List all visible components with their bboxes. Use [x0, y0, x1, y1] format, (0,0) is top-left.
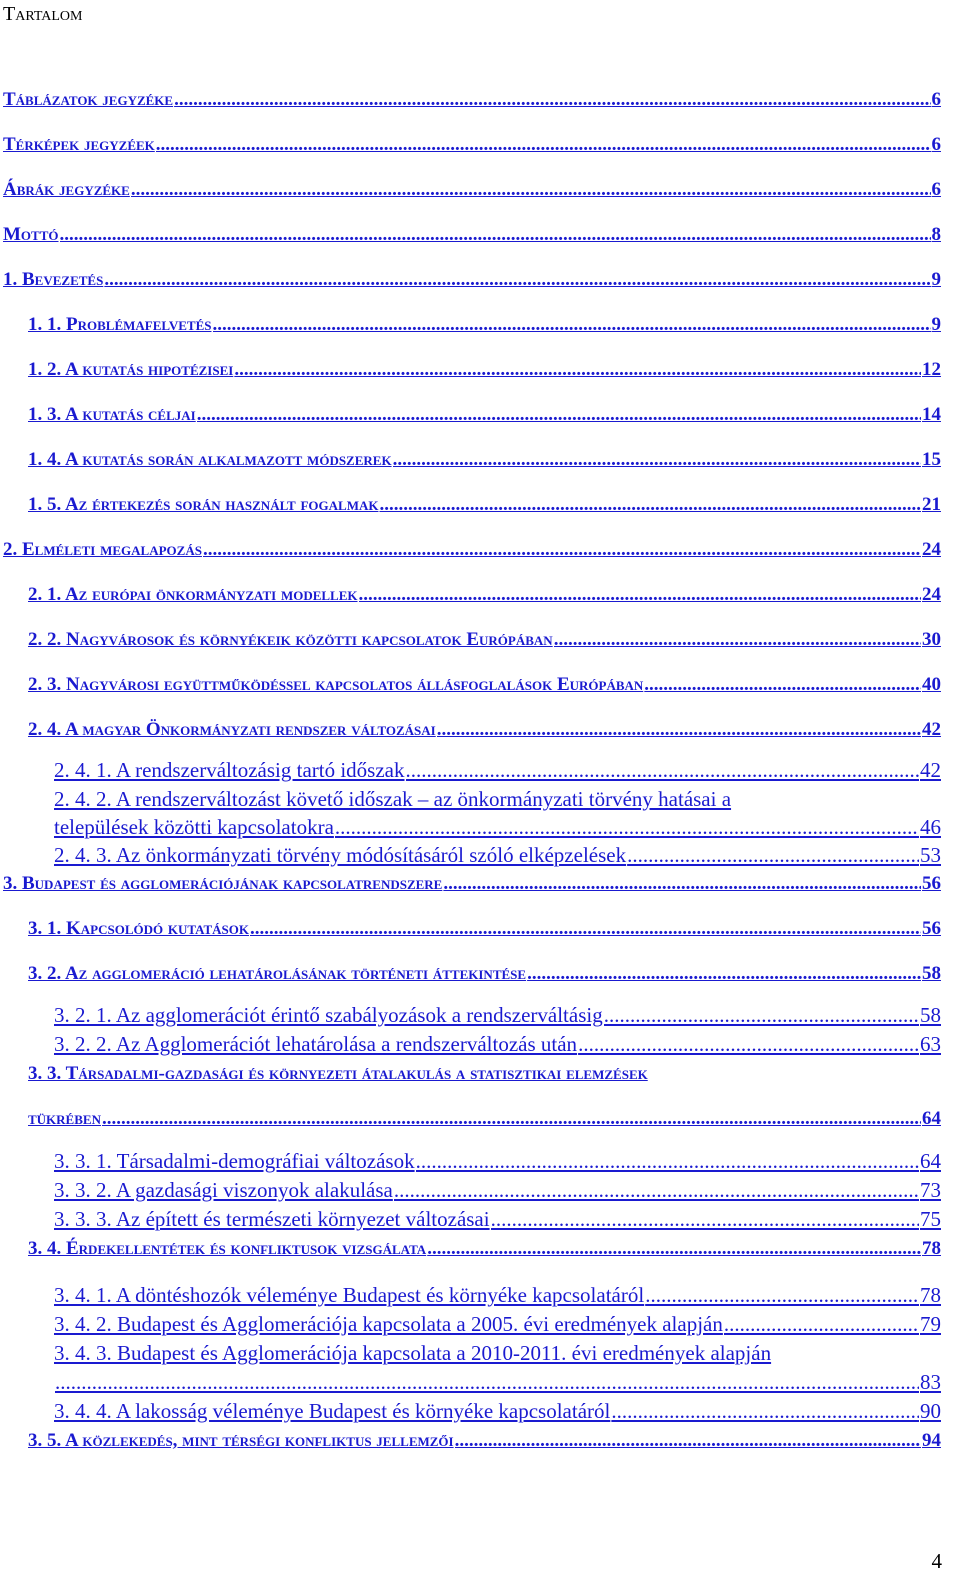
toc-entry-title: 3. 1. Kapcsolódó kutatások — [28, 918, 250, 939]
toc-entry-page: 30 — [922, 629, 941, 650]
toc-leader — [102, 1108, 921, 1130]
toc-entry-title: Térképek jegyzéek — [3, 134, 155, 155]
toc-entry-title: 2. 3. Nagyvárosi együttműködéssel kapcsolatos állásfoglalások Európában — [28, 674, 644, 695]
toc-entry-page: 6 — [931, 179, 941, 200]
toc-leader — [394, 1178, 919, 1203]
toc-entry-title: 1. 2. A kutatás hipotézisei — [28, 359, 234, 380]
toc-entry-title: 2. 1. Az európai önkormányzati modellek — [28, 584, 358, 605]
toc-leader — [335, 815, 919, 840]
toc-leader — [427, 1238, 921, 1260]
toc-entry-page: 9 — [931, 269, 941, 290]
toc-leader — [174, 89, 930, 111]
toc-leader — [234, 359, 921, 381]
toc-entry-page: 78 — [920, 1283, 941, 1307]
toc-entry-page: 24 — [922, 539, 941, 560]
toc-entry-title: 3. 4. Érdekellentétek és konfliktusok vizsgálata — [28, 1238, 427, 1259]
toc-entry[interactable] — [54, 1370, 941, 1395]
toc-entry[interactable] — [54, 1399, 941, 1424]
page-number: 4 — [931, 1549, 942, 1573]
toc-leader — [644, 674, 921, 696]
toc-entry-page: 56 — [922, 918, 941, 939]
page-title: Tartalom — [3, 3, 83, 25]
toc-entry-title: 3. 4. 4. A lakosság véleménye Budapest és környéke kapcsolatáról — [54, 1399, 611, 1423]
toc-entry-page: 73 — [920, 1178, 941, 1202]
toc-entry[interactable] — [3, 269, 941, 291]
toc-entry[interactable] — [3, 134, 941, 156]
toc-entry-title: 3. 2. 1. Az agglomerációt érintő szabályozások a rendszerváltásig — [54, 1003, 603, 1027]
toc-entry[interactable] — [28, 584, 941, 606]
toc-entry-title: 3. 5. A közlekedés, mint térségi konfliktus jellemzői — [28, 1430, 454, 1451]
toc-leader — [197, 404, 921, 426]
toc-leader — [250, 918, 921, 940]
toc-entry[interactable] — [28, 1430, 941, 1452]
toc-entry[interactable] — [28, 449, 941, 471]
toc-entry-title: 1. 4. A kutatás során alkalmazott módszerek — [28, 449, 392, 470]
toc-leader — [131, 179, 931, 201]
toc-entry-title: 3. 3. 2. A gazdasági viszonyok alakulása — [54, 1178, 393, 1202]
toc-entry-page: 58 — [922, 963, 941, 984]
toc-leader — [578, 1032, 919, 1057]
toc-leader — [359, 584, 921, 606]
toc-entry[interactable] — [28, 1238, 941, 1260]
toc-entry[interactable] — [54, 1003, 941, 1028]
toc-entry-page: 42 — [922, 719, 941, 740]
toc-entry[interactable] — [54, 1283, 941, 1308]
toc-entry-page: 12 — [922, 359, 941, 380]
toc-entry-page: 63 — [920, 1032, 941, 1056]
toc-entry-title: Mottó — [3, 224, 59, 245]
toc-entry-title: 3. 2. Az agglomeráció lehatárolásának történeti áttekintése — [28, 963, 527, 984]
toc-leader — [416, 1149, 919, 1174]
toc-entry[interactable] — [28, 674, 941, 696]
toc-entry[interactable] — [28, 494, 941, 516]
toc-entry-title: 3. 4. 1. A döntéshozók véleménye Budapest és környéke kapcsolatáról — [54, 1283, 645, 1307]
toc-entry[interactable] — [54, 1149, 941, 1174]
toc-entry[interactable] — [54, 1312, 941, 1337]
toc-leader — [213, 314, 931, 336]
toc-entry-page: 15 — [922, 449, 941, 470]
toc-entry[interactable] — [54, 1207, 941, 1232]
toc-entry-page: 56 — [922, 873, 941, 894]
toc-leader — [156, 134, 931, 156]
toc-entry-title: Ábrák jegyzéke — [3, 179, 130, 200]
toc-entry-page: 14 — [922, 404, 941, 425]
toc-entry-title: települések közötti kapcsolatokra — [54, 815, 334, 839]
toc-entry-page: 6 — [931, 134, 941, 155]
toc-entry-title: 2. 4. 1. A rendszerváltozásig tartó időszak — [54, 758, 405, 782]
toc-entry-page: 40 — [922, 674, 941, 695]
toc-leader — [393, 449, 921, 471]
toc-entry-title: tükrében — [28, 1108, 101, 1129]
toc-entry-page: 90 — [920, 1399, 941, 1423]
toc-entry-title: 3. 3. 1. Társadalmi-demográfiai változások — [54, 1149, 415, 1173]
toc-entry-page: 79 — [920, 1312, 941, 1336]
toc-entry[interactable] — [54, 843, 941, 868]
toc-entry-page: 42 — [920, 758, 941, 782]
toc-entry-page: 8 — [931, 224, 941, 245]
toc-entry-page: 58 — [920, 1003, 941, 1027]
toc-entry-page: 64 — [920, 1149, 941, 1173]
toc-entry-line[interactable]: 2. 4. 2. A rendszerváltozást követő időszak – az önkormányzati törvény hatásai a — [54, 787, 732, 811]
toc-entry-page: 94 — [922, 1430, 941, 1451]
toc-leader — [627, 843, 919, 868]
toc-leader — [60, 224, 931, 246]
toc-entry[interactable] — [3, 873, 941, 895]
toc-entry[interactable] — [54, 815, 941, 840]
toc-entry-page: 75 — [920, 1207, 941, 1231]
toc-entry-line[interactable]: 3. 4. 3. Budapest és Agglomerációja kapcsolata a 2010-2011. évi eredmények alapján — [54, 1341, 772, 1365]
toc-entry[interactable] — [28, 629, 941, 651]
toc-entry-title: 2. 2. Nagyvárosok és környékeik közötti kapcsolatok Európában — [28, 629, 553, 650]
toc-entry[interactable] — [28, 1108, 941, 1130]
toc-leader — [724, 1312, 919, 1337]
toc-entry-page: 53 — [920, 843, 941, 867]
toc-entry-title: 2. Elméleti megalapozás — [3, 539, 202, 560]
toc-leader — [455, 1430, 921, 1452]
toc-entry-title: 2. 4. 3. Az önkormányzati törvény módósításáról szóló elképzelések — [54, 843, 627, 867]
toc-entry-title: 1. 1. Problémafelvetés — [28, 314, 212, 335]
toc-entry[interactable] — [28, 314, 941, 336]
toc-entry-title: 1. 5. Az értekezés során használt fogalmak — [28, 494, 379, 515]
toc-entry-title: 1. Bevezetés — [3, 269, 104, 290]
toc-entry-title: 3. Budapest és agglomerációjának kapcsolatrendszere — [3, 873, 443, 894]
toc-entry[interactable] — [3, 89, 941, 111]
toc-entry[interactable] — [28, 963, 941, 985]
toc-entry-page: 46 — [920, 815, 941, 839]
toc-entry-title: 3. 3. 3. Az épített és természeti környezet változásai — [54, 1207, 490, 1231]
toc-entry[interactable] — [54, 1178, 941, 1203]
toc-entry[interactable] — [54, 1032, 941, 1057]
toc-leader — [604, 1003, 919, 1028]
toc-leader — [527, 963, 921, 985]
toc-leader — [406, 758, 920, 783]
toc-entry-page: 83 — [920, 1370, 941, 1394]
toc-leader — [554, 629, 921, 651]
toc-entry[interactable] — [28, 404, 941, 426]
toc-entry-title: 3. 2. 2. Az Agglomerációt lehatárolása a rendszerváltozás után — [54, 1032, 578, 1056]
toc-entry-page: 64 — [922, 1108, 941, 1129]
toc-entry-page: 21 — [922, 494, 941, 515]
toc-entry[interactable] — [28, 918, 941, 940]
toc-leader — [611, 1399, 919, 1424]
toc-leader — [379, 494, 921, 516]
toc-leader — [55, 1370, 919, 1395]
toc-leader — [437, 719, 921, 741]
toc-entry[interactable] — [54, 758, 941, 783]
toc-entry-title: 1. 3. A kutatás céljai — [28, 404, 196, 425]
toc-entry-title: 2. 4. A magyar Önkormányzati rendszer változásai — [28, 719, 436, 740]
toc-entry[interactable] — [28, 719, 941, 741]
toc-entry-page: 24 — [922, 584, 941, 605]
toc-entry-title: Táblázatok jegyzéke — [3, 89, 174, 110]
toc-leader — [203, 539, 921, 561]
toc-entry-title: 3. 4. 2. Budapest és Agglomerációja kapcsolata a 2005. évi eredmények alapján — [54, 1312, 723, 1336]
toc-entry-page: 6 — [931, 89, 941, 110]
toc-leader — [104, 269, 930, 291]
toc-leader — [645, 1283, 919, 1308]
toc-leader — [491, 1207, 919, 1232]
toc-leader — [443, 873, 921, 895]
toc-entry[interactable] — [3, 224, 941, 246]
toc-entry-line[interactable]: 3. 3. Társadalmi-gazdasági és környezeti átalakulás a statisztikai elemzések — [28, 1063, 648, 1084]
toc-entry[interactable] — [3, 539, 941, 561]
toc-entry-page: 9 — [931, 314, 941, 335]
toc-entry[interactable] — [28, 359, 941, 381]
toc-entry-page: 78 — [922, 1238, 941, 1259]
toc-entry[interactable] — [3, 179, 941, 201]
